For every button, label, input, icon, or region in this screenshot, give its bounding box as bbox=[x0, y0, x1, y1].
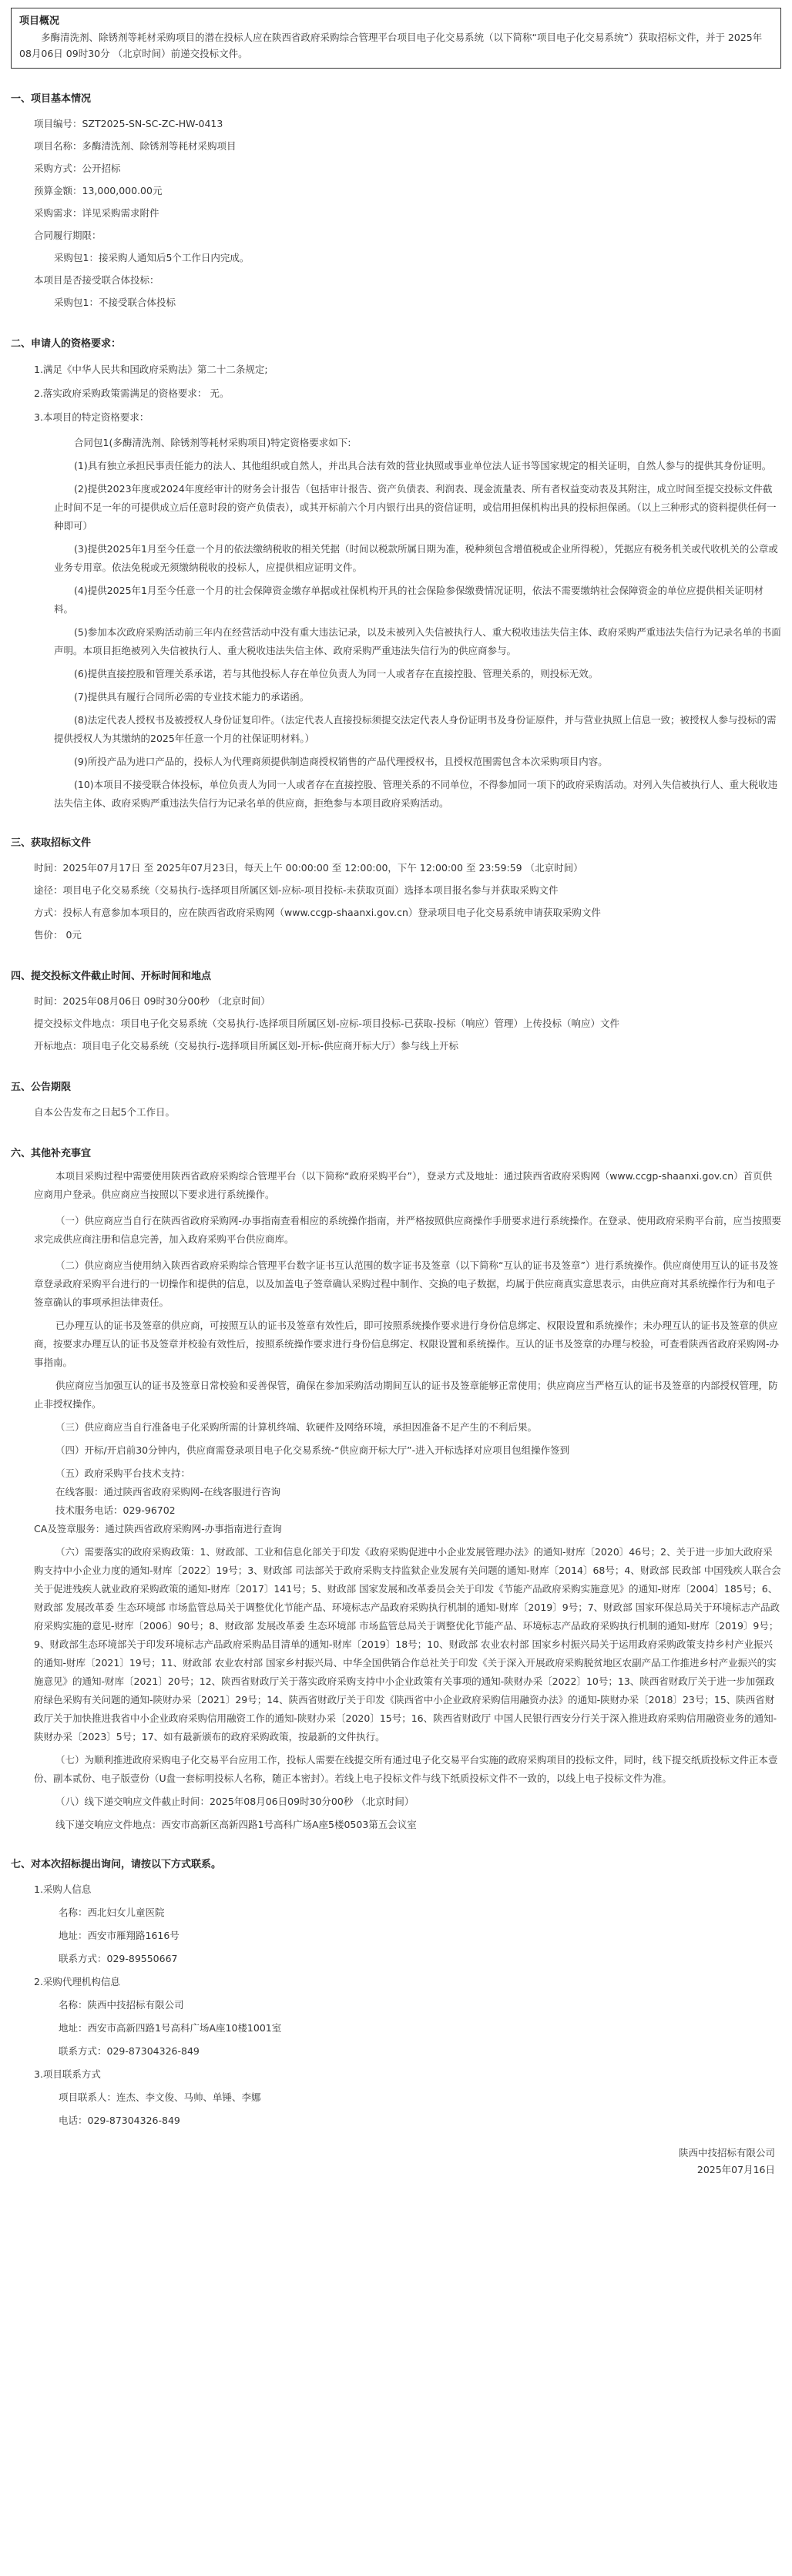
obtain-method: 方式：投标人有意参加本项目的，应在陕西省政府采购网（www.ccgp-shaanxi.gov.cn）登录项目电子化交易系统申请获取采购文件 bbox=[34, 907, 601, 918]
matter-4: （四）开标/开启前30分钟内，供应商需登录项目电子化交易系统-“供应商开标大厅”-进入开标选择对应项目包组操作签到 bbox=[55, 1444, 570, 1456]
deadline-time: 时间：2025年08月06日 09时30分00秒 （北京时间） bbox=[34, 995, 270, 1007]
project-contact-info bbox=[11, 2063, 781, 2132]
document-price: 售价： 0元 bbox=[34, 929, 82, 941]
section-heading: 五、公告期限 bbox=[11, 1082, 72, 1093]
section-other-matters bbox=[11, 1145, 781, 1834]
section-basic-info bbox=[11, 90, 781, 314]
matter-2-keep: 供应商应当加强互认的证书及签章日常校验和妥善保管，确保在参加采购活动期间互认的证书及签章能够正常使用；供应商应当严格互认的证书及签章的内部授权管理，防止非授权操作。 bbox=[34, 1380, 778, 1410]
qualification-item-3: 3.本项目的特定资格要求： bbox=[34, 411, 149, 423]
agency-phone: 联系方式：029-87304326-849 bbox=[59, 2045, 200, 2057]
overview-title: 项目概况 bbox=[19, 15, 60, 27]
agency-address: 地址：西安市高新四路1号高科广场A座10楼1001室 bbox=[59, 2022, 282, 2034]
signature-block bbox=[11, 2145, 781, 2179]
section-deadline bbox=[11, 968, 781, 1057]
support-phone: 技术服务电话：029-96702 bbox=[55, 1504, 176, 1516]
requirement-4: (4)提供2025年1月至今任意一个月的社会保障资金缴存单据或社保机构开具的社会保险参保缴费情况证明，依法不需要缴纳社会保障资金的单位应提供相关证明材料。 bbox=[54, 585, 763, 615]
requirement-7: (7)提供具有履行合同所必需的专业技术能力的承诺函。 bbox=[74, 691, 310, 703]
section-heading: 六、其他补充事宜 bbox=[11, 1148, 92, 1159]
project-contact-phone: 电话：029-87304326-849 bbox=[59, 2115, 180, 2126]
purchaser-heading: 1.采购人信息 bbox=[34, 1883, 92, 1895]
purchaser-name: 名称：西北妇女儿童医院 bbox=[59, 1907, 165, 1918]
support-ca: CA及签章服务：通过陕西省政府采购网-办事指南进行查询 bbox=[34, 1523, 282, 1535]
consortium-package1: 采购包1：不接受联合体投标 bbox=[54, 297, 176, 308]
section-heading: 三、获取招标文件 bbox=[11, 837, 92, 849]
project-contact-people: 项目联系人：连杰、李文俊、马帅、单锤、李娜 bbox=[59, 2091, 261, 2103]
qualification-item-1: 1.满足《中华人民共和国政府采购法》第二十二条规定; bbox=[34, 364, 268, 375]
package-requirements-intro: 合同包1(多酶清洗剂、除锈剂等耗材采购项目)特定资格要求如下: bbox=[74, 437, 351, 448]
requirement-10: (10)本项目不接受联合体投标，单位负责人为同一人或者存在直接控股、管理关系的不同单位，不得参加同一项下的政府采购活动。对列入失信被执行人、重大税收违法失信主体、政府采购严重违法失信行为记录名单的供应商，拒绝参与本项目政府采购活动。 bbox=[54, 779, 778, 809]
offline-location: 线下递交响应文件地点：西安市高新区高新四路1号高科广场A座5楼0503第五会议室 bbox=[55, 1819, 417, 1830]
requirement-8: (8)法定代表人授权书及被授权人身份证复印件。（法定代表人直接投标须提交法定代表人身份证明书及身份证原件，并与营业执照上信息一致；被授权人参与投标的需提供授权人为其缴纳的2025年任意一个月的社保证明材料。） bbox=[54, 714, 777, 744]
requirement-2: (2)提供2023年度或2024年度经审计的财务会计报告（包括审计报告、资产负债表、利润表、现金流量表、所有者权益变动表及其附注，成立时间至提交投标文件截止时间不足一年的可提供成立后任意时段的资产负债表），或其开标前六个月内银行出具的资信证明，或信用担保机构出具的投标担保函。（以上三种形式的资料提供任何一种即可） bbox=[54, 483, 777, 532]
matter-1: （一）供应商应当自行在陕西省政府采购网-办事指南查看相应的系统操作指南，并严格按照供应商操作手册要求进行系统操作。在登录、使用政府采购平台前，应当按照要求完成供应商注册和信息完善，加入政府采购平台供应商库。 bbox=[34, 1215, 782, 1245]
qualification-item-2: 2.落实政府采购政策需满足的资格要求： 无。 bbox=[34, 387, 230, 399]
section-heading: 四、提交投标文件截止时间、开标时间和地点 bbox=[11, 971, 212, 982]
purchaser-address: 地址：西安市雁翔路1616号 bbox=[59, 1930, 180, 1941]
agency-name: 名称：陕西中技招标有限公司 bbox=[59, 1999, 184, 2011]
consortium-label: 本项目是否接受联合体投标： bbox=[34, 274, 159, 286]
section-obtain-documents bbox=[11, 834, 781, 946]
section-heading: 二、申请人的资格要求： bbox=[11, 338, 122, 350]
section-heading: 七、对本次招标提出询问，请按以下方式联系。 bbox=[11, 1859, 222, 1870]
matter-2: （二）供应商应当使用纳入陕西省政府采购综合管理平台数字证书互认范围的数字证书及签章（以下简称“互认的证书及签章”）进行系统操作。供应商使用互认的证书及签章登录政府采购平台进行的一切操作和提供的信息，以及加盖电子签章确认采购过程中制作、交换的电子数据，均属于供应商真实意思表示，由供应商对其系统操作行为和电子签章确认的事项承担法律责任。 bbox=[34, 1259, 778, 1308]
requirement-5: (5)参加本次政府采购活动前三年内在经营活动中没有重大违法记录，以及未被列入失信被执行人、重大税收违法失信主体、政府采购严重违法失信行为记录名单的书面声明。本项目拒绝被列入失信被执行人、重大税收违法失信主体、政府采购严重违法失信行为的供应商参与。 bbox=[54, 626, 781, 656]
support-online: 在线客服：通过陕西省政府采购网-在线客服进行咨询 bbox=[55, 1486, 281, 1498]
overview-text: 多酶清洗剂、除锈剂等耗材采购项目的潜在投标人应在陕西省政府采购综合管理平台项目电子化交易系统（以下简称“项目电子化交易系统”）获取招标文件，并于 2025年08月06日 09时30分 （北京时间）前递交投标文件。 bbox=[19, 32, 763, 59]
section-heading: 一、项目基本情况 bbox=[11, 93, 92, 105]
matter-5: （五）政府采购平台技术支持： bbox=[55, 1467, 191, 1479]
signature-org: 陕西中技招标有限公司 bbox=[678, 2147, 775, 2158]
project-number: 项目编号：SZT2025-SN-SC-ZC-HW-0413 bbox=[34, 118, 223, 129]
matter-6-policies: （六）需要落实的政府采购政策：1、财政部、工业和信息化部关于印发《政府采购促进中小企业发展管理办法》的通知-财库〔2020〕46号；2、关于进一步加大政府采购支持中小企业力度的通知-财库〔2022〕19号；3、财政部 司法部关于政府采购支持监狱企业发展有关问题的通知-财库〔2014〕68号；4、财政部 民政部 中国残疾人联合会关于促进残疾人就业政府采购政策的通知-财库〔2017〕141号；5、财政部 国家发展和改革委员会关于印发《节能产品政府采购实施意见》的通知-财库〔2004〕185号；6、财政部 发展改革委 生态环境部 市场监管总局关于调整优化节能产品、环境标志产品政府采购执行机制的通知-财库〔2019〕9号；7、财政部 国家环保总局关于环境标志产品政府采购实施的意见-财库〔2006〕90号；8、财政部 发展改革委 生态环境部 市场监管总局关于调整优化节能产品、环境标志产品政府采购执行机制的通知-财库〔2019〕9号；9、财政部生态环境部关于印发环境标志产品政府采购品目清单的通知-财库〔2019〕18号；10、财政部 农业农村部 国家乡村振兴局关于运用政府采购政策支持乡村产业振兴的通知-财库〔2021〕19号；11、财政部 农业农村部 国家乡村振兴局、中华全国供销合作总社关于印发《关于深入开展政府采购脱贫地区农副产品工作推进乡村产业振兴的实施意见》的通知-财库〔2021〕20号；12、陕西省财政厅关于落实政府采购支持中小企业政策有关事项的通知-陕财办采〔2022〕10号；13、陕西省财政厅关于进一步加强政府绿色采购有关问题的通知-陕财办采〔2021〕29号；14、陕西省财政厅关于印发《陕西省中小企业政府采购信用融资办法》的通知-陕财办采〔2018〕23号；15、陕西省财政厅关于加快推进我省中小企业政府采购信用融资工作的通知-陕财办采〔2020〕15号；16、陕西省财政厅 中国人民银行西安分行关于深入推进政府采购信用融资业务的通知-陕财办采〔2023〕5号；17、如有最新颁布的政府采购政策，按最新的文件执行。 bbox=[34, 1546, 781, 1742]
submission-location: 提交投标文件地点：项目电子化交易系统（交易执行-选择项目所属区划-应标-项目投标-已获取-投标（响应）管理）上传投标（响应）文件 bbox=[34, 1018, 620, 1029]
contract-period-package1: 采购包1：接采购人通知后5个工作日内完成。 bbox=[54, 252, 250, 263]
platform-intro: 本项目采购过程中需要使用陕西省政府采购综合管理平台（以下简称“政府采购平台”），登录方式及地址：通过陕西省政府采购网（www.ccgp-shaanxi.gov.cn）首页供应商用户登录。供应商应当按照以下要求进行系统操作。 bbox=[34, 1170, 773, 1200]
section-announcement-period bbox=[11, 1078, 781, 1123]
project-name: 项目名称：多酶清洗剂、除锈剂等耗材采购项目 bbox=[34, 140, 237, 152]
purchaser-info bbox=[11, 1878, 781, 1971]
section-contacts bbox=[11, 1856, 781, 2132]
matter-7: （七）为顺利推进政府采购电子化交易平台应用工作，投标人需要在线提交所有通过电子化交易平台实施的政府采购项目的投标文件，同时，线下提交纸质投标文件正本壹份、副本贰份、电子版壹份（U盘一套标明投标人名称，随正本密封）。若线上电子投标文件与线下纸质投标文件不一致的，以线上电子投标文件为准。 bbox=[34, 1754, 778, 1784]
budget-amount: 预算金额：13,000,000.00元 bbox=[34, 185, 163, 196]
signature-date: 2025年07月16日 bbox=[696, 2164, 775, 2175]
requirement-1: (1)具有独立承担民事责任能力的法人、其他组织或自然人，并出具合法有效的营业执照或事业单位法人证书等国家规定的相关证明，自然人参与的提供其身份证明。 bbox=[74, 460, 772, 471]
contract-period-label: 合同履行期限： bbox=[34, 230, 102, 241]
section-qualifications bbox=[11, 335, 781, 813]
purchaser-phone: 联系方式：029-89550667 bbox=[59, 1953, 178, 1964]
obtain-channel: 途径：项目电子化交易系统（交易执行-选择项目所属区划-应标-项目投标-未获取页面）选择本项目报名参与并获取采购文件 bbox=[34, 884, 559, 896]
procurement-requirement: 采购需求：详见采购需求附件 bbox=[34, 207, 159, 219]
agency-heading: 2.采购代理机构信息 bbox=[34, 1976, 120, 1987]
project-contact-heading: 3.项目联系方式 bbox=[34, 2068, 101, 2080]
requirement-9: (9)所投产品为进口产品的，投标人为代理商须提供制造商授权销售的产品代理授权书，且授权范围需包含本次采购项目内容。 bbox=[74, 756, 608, 767]
announcement-period-text: 自本公告发布之日起5个工作日。 bbox=[34, 1106, 175, 1118]
requirement-6: (6)提供直接控股和管理关系承诺，若与其他投标人存在单位负责人为同一人或者存在直接控股、管理关系的，则投标无效。 bbox=[74, 668, 599, 679]
matter-8: （八）线下递交响应文件截止时间：2025年08月06日09时30分00秒 （北京时间） bbox=[55, 1796, 414, 1807]
agency-info bbox=[11, 1971, 781, 2063]
matter-3: （三）供应商应当自行准备电子化采购所需的计算机终端、软硬件及网络环境，承担因准备不足产生的不利后果。 bbox=[55, 1421, 538, 1433]
procurement-method: 采购方式：公开招标 bbox=[34, 163, 121, 174]
obtain-time: 时间：2025年07月17日 至 2025年07月23日，每天上午 00:00:00 至 12:00:00，下午 12:00:00 至 23:59:59 （北京时间） bbox=[34, 862, 583, 874]
opening-location: 开标地点：项目电子化交易系统（交易执行-选择项目所属区划-开标-供应商开标大厅）参与线上开标 bbox=[34, 1040, 459, 1052]
requirement-3: (3)提供2025年1月至今任意一个月的依法缴纳税收的相关凭据（时间以税款所属日期为准，税种须包含增值税或企业所得税），凭据应有税务机关或代收机关的公章或业务专用章。依法免税或无须缴纳税收的投标人，应提供相应证明文件。 bbox=[54, 543, 778, 573]
project-overview-box bbox=[11, 8, 781, 69]
matter-2-cert: 已办理互认的证书及签章的供应商，可按照互认的证书及签章有效性后，即可按照系统操作要求进行身份信息绑定、权限设置和系统操作；未办理互认的证书及签章的供应商，按要求办理互认的证书及签章并校验有效性后，按照系统操作要求进行身份信息绑定、权限设置和系统操作。互认的证书及签章的办理与校验，可查看陕西省政府采购网-办事指南。 bbox=[34, 1320, 780, 1368]
